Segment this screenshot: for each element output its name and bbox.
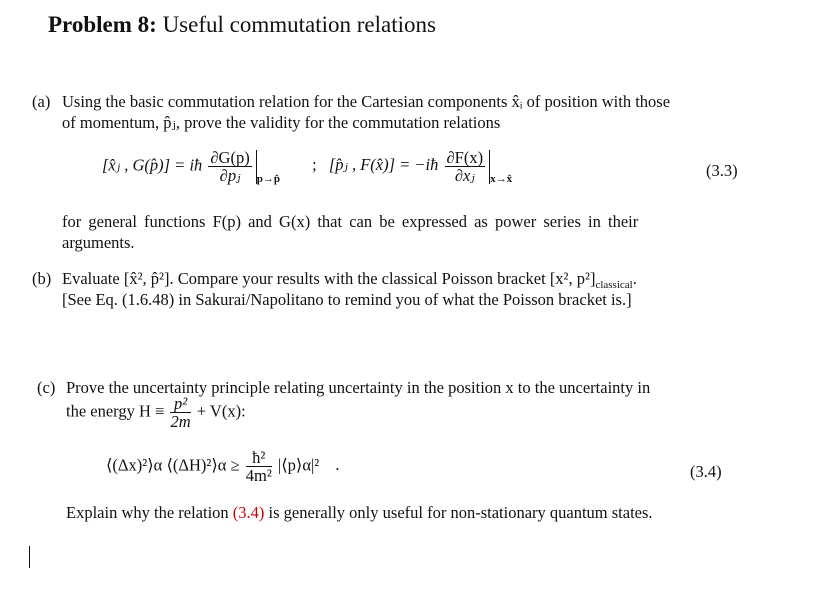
problem-title: [48, 12, 436, 38]
part-c-line1: Prove the uncertainty principle relating uncertainty in the position x to the uncertainty in: [66, 378, 651, 397]
hamiltonian-fraction: [170, 395, 190, 430]
eq-right-num: ∂F(x): [446, 148, 484, 167]
text-cursor: [29, 546, 30, 568]
eq-left-lhs: [x̂ⱼ , G(p̂)] = iħ: [102, 155, 203, 175]
part-c-line2: [66, 395, 246, 430]
eq-left-num: ∂G(p): [210, 148, 250, 167]
eq-number-3-3: (3.3): [706, 161, 738, 180]
equation-3-4: [106, 449, 339, 484]
problem-title-text: Useful commutation relations: [162, 12, 436, 37]
part-c-line2-post: + V(x):: [196, 401, 246, 421]
problem-label: Problem 8:: [48, 12, 157, 37]
part-c-explain: [66, 502, 653, 523]
eq-separator: ;: [312, 155, 317, 175]
part-c-line2-pre: the energy H ≡: [66, 401, 165, 421]
hamiltonian-den: 2m: [170, 412, 191, 431]
part-b-line1-text: Evaluate [x̂², p̂²]. Compare your results with the classical Poisson bracket [x², p²]: [62, 269, 596, 288]
part-a-after2: arguments.: [62, 233, 135, 252]
eq-right-fraction: [445, 149, 486, 184]
eq-left-fraction: [208, 149, 251, 184]
part-c-label: (c): [37, 378, 56, 397]
explain-pre: Explain why the relation: [66, 503, 229, 522]
eq-right-lhs: [p̂ⱼ , F(x̂)] = −iħ: [328, 155, 439, 175]
eq34-num: ħ²: [246, 449, 272, 467]
eq34-den: 4m²: [245, 466, 272, 485]
part-a-after1: for general functions F(p) and G(x) that can be expressed as power series in their: [62, 212, 639, 231]
part-b-line1-end: .: [632, 269, 637, 288]
eq-left-den: ∂pⱼ: [219, 166, 241, 185]
hamiltonian-num: p²: [170, 395, 190, 413]
part-a-line2: of momentum, p̂ⱼ, prove the validity for the commutation relations: [62, 113, 501, 132]
part-b-subscript: classical: [595, 279, 633, 291]
equation-ref-link[interactable]: (3.4): [232, 503, 265, 522]
part-b-line2: [See Eq. (1.6.48) in Sakurai/Napolitano to remind you of what the Poisson bracket is.]: [62, 290, 632, 309]
eq-number-3-4: (3.4): [690, 462, 722, 481]
eq-left-sub: p→p̂: [256, 173, 280, 186]
part-a-label: (a): [32, 92, 51, 111]
eq34-dot: .: [335, 455, 340, 475]
explain-post: is generally only useful for non-stationary quantum states.: [268, 503, 653, 522]
part-b-label: (b): [32, 269, 52, 288]
eq34-rhs: |⟨p⟩α|²: [277, 455, 320, 475]
eq-right-den: ∂xⱼ: [454, 166, 475, 185]
eq34-lhs: ⟨(Δx)²⟩α ⟨(ΔH)²⟩α ≥: [106, 455, 240, 475]
eq34-fraction: [246, 449, 272, 484]
eq-right-sub: x→x̂: [490, 173, 513, 186]
part-a-line1: Using the basic commutation relation for the Cartesian components x̂ᵢ of position with those: [62, 92, 671, 111]
equation-3-3: [102, 149, 512, 184]
